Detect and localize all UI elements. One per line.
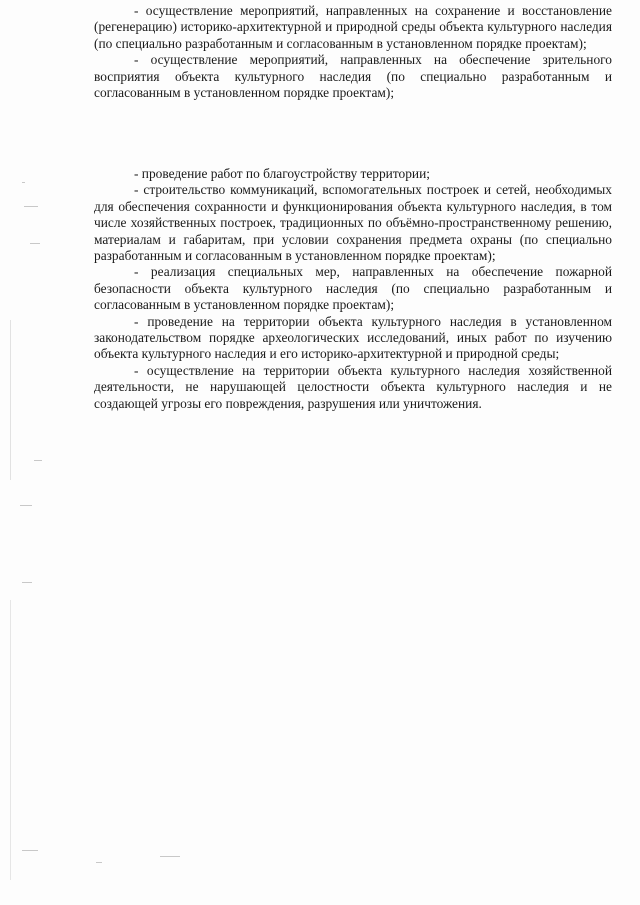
scan-artifact [96,862,102,863]
section-permitted-measures [94,3,612,101]
scan-artifact [10,320,11,480]
paragraph-landscaping: - проведение работ по благоустройству территории; [134,166,430,181]
scan-artifact [10,600,11,880]
scan-artifact [20,505,32,506]
scan-artifact [22,582,32,583]
paragraph-communications: - строительство коммуникаций, вспомогательных построек и сетей, необходимых для обеспечения сохранности и функционирования объекта культурного наследия, в том числе хозяйственных построек, традиционных по объёмно-пространственному решению, материалам и габаритам, при условии сохранения предмета охраны (по специально разработанным и согласованным в установленном порядке проектам); [94,182,612,264]
paragraph-fire-safety: - реализация специальных мер, направленных на обеспечение пожарной безопасности объекта культурного наследия (по специально разработанным и согласованным в установленном порядке проектам); [94,264,612,313]
scan-artifact [30,243,40,244]
scan-artifact [22,182,25,183]
section-permitted-works [94,166,612,412]
paragraph-visual-perception: - осуществление мероприятий, направленных на обеспечение зрительного восприятия объекта культурного наследия (по специально разработанным и согласованным в установленном порядке проектам); [94,52,612,101]
paragraph-archaeology: - проведение на территории объекта культурного наследия в установленном законодательством порядке археологических исследований, иных работ по изучению объекта культурного наследия и его историко-архитектурной и природной среды; [94,313,612,362]
paragraph-economic-activity: - осуществление на территории объекта культурного наследия хозяйственной деятельности, не нарушающей целостности объекта культурного наследия и не создающей угрозы его повреждения, разрушения или уничтожения. [94,362,612,411]
paragraph-restoration: - осуществление мероприятий, направленных на сохранение и восстановление (регенерацию) историко-архитектурной и природной среды объекта культурного наследия (по специально разработанным и согласованным в установленном порядке проектам); [94,3,612,51]
scan-artifact [24,206,38,207]
scan-artifact [22,850,38,851]
scan-artifact [34,460,42,461]
scan-artifact [160,856,180,857]
